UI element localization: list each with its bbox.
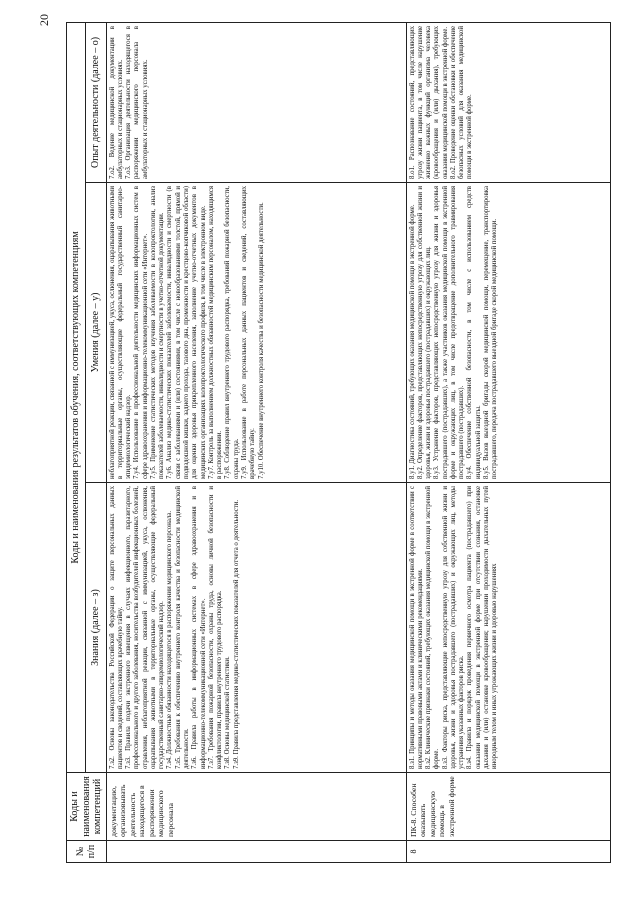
knowledge-item: 8.з3. Факторы риска, представляющие непосредственную угрозу для собственной жизни и здоровья, жизни и здоровья пострадавшего (пострадавших) и окружающих лиц, методы устранения указанных факторов риска.	[441, 486, 466, 769]
skill-item: 7.у10. Обеспечение внутреннего контроля качества и безопасности медицинской деятельности.	[257, 202, 265, 479]
skill-item: 7.у8. Соблюдение правил внутреннего трудового распорядка, требований пожарной безопасности, охраны труда.	[224, 186, 240, 479]
header-skills: Умения (далее – у)	[85, 183, 106, 483]
knowledge-item: 7.з6. Правила работы в информационных системах в сфере здравоохранения и в информационно-телекоммуникационной сети «Интернет».	[191, 486, 207, 769]
knowledge-item: 8.з2. Клинические признаки состояний, требующих оказания медицинской помощи в экстренной форме.	[425, 486, 441, 769]
skill-item: 7.у4. Использование в профессиональной деятельности медицинских информационных систем в сфере здравоохранения и информационно-телекоммуникационной сети «Интернет».	[133, 186, 149, 479]
knowledge-item: 7.з3. Правила подачи экстренного извещения в случаях инфекционного, паразитарного, профессионального и другого заболевания, носительства возбудителей инфекционных болезней, отравления, неблагоприятной реакции, связанной с иммунизацией, укуса, ослюнения, оцарапывания животными в территориальные органы, осуществляющие федеральный государственный санитарно-эпидемиологический надзор.	[125, 486, 166, 769]
table-row	[406, 23, 611, 863]
skill-item: 7.у9. Использование в работе персональных данных пациентов и сведений, составляющих врачебную тайну.	[241, 186, 257, 479]
knowledge-item: 7.з8. Основы медицинской статистики.	[224, 656, 232, 769]
experience-cell	[406, 23, 611, 183]
experience-item: 8.о2. Проведение оценки обстановки и обеспечение безопасных условий для оказания медицинской помощи в экстренной форме.	[449, 26, 474, 179]
knowledge-item: 7.з4. Должностные обязанности находящегося в распоряжении медицинского персонала.	[166, 510, 174, 769]
competency-cell: ПК-8. Способен оказывать медицинскую помощь в экстренной форме	[406, 773, 611, 841]
skills-cell	[406, 183, 611, 483]
knowledge-item: 7.з9. Правила представления медико-статистических показателей для отчета о деятельности.	[232, 499, 240, 769]
page-number: 20	[37, 14, 51, 26]
row-number	[106, 841, 406, 863]
knowledge-item: 8.з1. Принципы и методы оказания медицинской помощи в экстренной форме в соответствии с нормативными правовыми актами и клиническими рекомендациями.	[408, 486, 424, 769]
header-results-group: Коды и наименования результатов обучения, соответствующих компетенциям	[67, 23, 86, 773]
skill-item: 8.у2. Определение факторов, представляющих непосредственную угрозу для собственной жизни и здоровья, жизни и здоровья пострадавшего (пострадавших) и окружающих лиц.	[416, 186, 433, 479]
skill-item: 7.у6. Анализ медико-статистических показателей заболеваемости, инвалидности и смертности (в связи с заболеваниями и (или) состояниями, в том числе с новообразованиями толстой, прямой и подвздошной кишки, заднего прохода, тазового дна, промежности и крестцово-копчиковой области) для оценки здоровья прикрепленного населения, заполнение учетно-отчетных документов в медицинских организациях колопроктологического профиля, в том числе в электронном виде.	[166, 186, 207, 479]
knowledge-item: 7.з7. Требования пожарной безопасности, охраны труда, основы личной безопасности и конфликтологии, правила внутреннего трудового распорядка.	[207, 486, 224, 769]
skill-item: 7.у5. Применение статистических методов изучения заболеваемости в колопроктологии, анализ показателей заболеваемости, инвалидности и смертности в учетно-отчетной документации.	[149, 186, 166, 479]
experience-cell	[106, 23, 406, 183]
skill-item: 8.у3. Устранение факторов, представляющих непосредственную угрозу для жизни и здоровья пострадавшего (пострадавших), а также участников оказания медицинской помощи в экстренной форме и окружающих лиц, в том числе предотвращение дополнительного травмирования пострадавшего (пострадавших).	[433, 186, 466, 479]
knowledge-item: 8.з4. Правила и порядок проведения первичного осмотра пациента (пострадавшего) при оказании медицинской помощи в экстренной форме при отсутствии сознания, остановке дыхания и (или) остановке кровообращения; нарушении проходимости дыхательных путей инородным телом и иных угрожающих жизни и здоровью нарушениях	[466, 486, 499, 769]
experience-item: 7.о3. Организация деятельности находящегося в распоряжении медицинского персонала в амбулаторных и стационарных условиях.	[125, 26, 149, 179]
competency-cell: документацию, организовывать деятельность находящегося в распоряжении медицинского персонала	[106, 773, 406, 841]
header-experience: Опыт деятельности (далее – о)	[85, 23, 106, 183]
knowledge-cell	[106, 483, 406, 773]
knowledge-cell	[406, 483, 611, 773]
table-row	[106, 23, 406, 863]
header-num: № п/п	[67, 841, 107, 863]
skill-item: 8.у4. Обеспечение собственной безопасности, в том числе с использованием средств индивидуальной защиты.	[466, 186, 482, 479]
row-number: 8	[406, 841, 611, 863]
skill-item: 8.у5. Вызов выездной бригады скорой медицинской помощи, перемещение, транспортировка пострадавшего, передача пострадавшего выездной бригаде скорой медицинской помощи.	[483, 186, 499, 479]
header-knowledge: Знания (далее – з)	[85, 483, 106, 773]
competency-table-page	[66, 23, 611, 863]
knowledge-item: 7.з2. Основы законодательства Российской Федерации о защите персональных данных пациентов и сведений, составляющих врачебную тайну.	[108, 486, 124, 769]
experience-item: 8.о1. Распознавание состояний, представляющих угрозу жизни пациента, в том числе нарушение жизненно важных функций организма человека (кровообращения и (или) дыхания), требующих оказания медицинской помощи в экстренной форме.	[408, 26, 449, 179]
competency-table	[66, 22, 611, 863]
skill-item: неблагоприятной реакции, связанной с иммунизацией, укуса, ослюнения, оцарапывания животными в территориальные органы, осуществляющие федеральный государственный санитарно-эпидемиологический надзор.	[108, 186, 133, 479]
header-codes: Коды и наименования компетенций	[67, 773, 107, 841]
knowledge-item: 7.з5. Требования к обеспечению внутреннего контроля качества и безопасности медицинской деятельности.	[174, 486, 191, 769]
experience-item: 7.о2. Ведение медицинской документации в амбулаторных и стационарных условиях.	[108, 26, 124, 179]
skills-cell	[106, 183, 406, 483]
skill-item: 8.у1. Диагностика состояний, требующих оказания медицинской помощи в экстренной форме.	[408, 204, 416, 479]
skill-item: 7.у7. Контроль за выполнением должностных обязанностей медицинским персоналом, находящимся в распоряжении.	[207, 186, 224, 479]
